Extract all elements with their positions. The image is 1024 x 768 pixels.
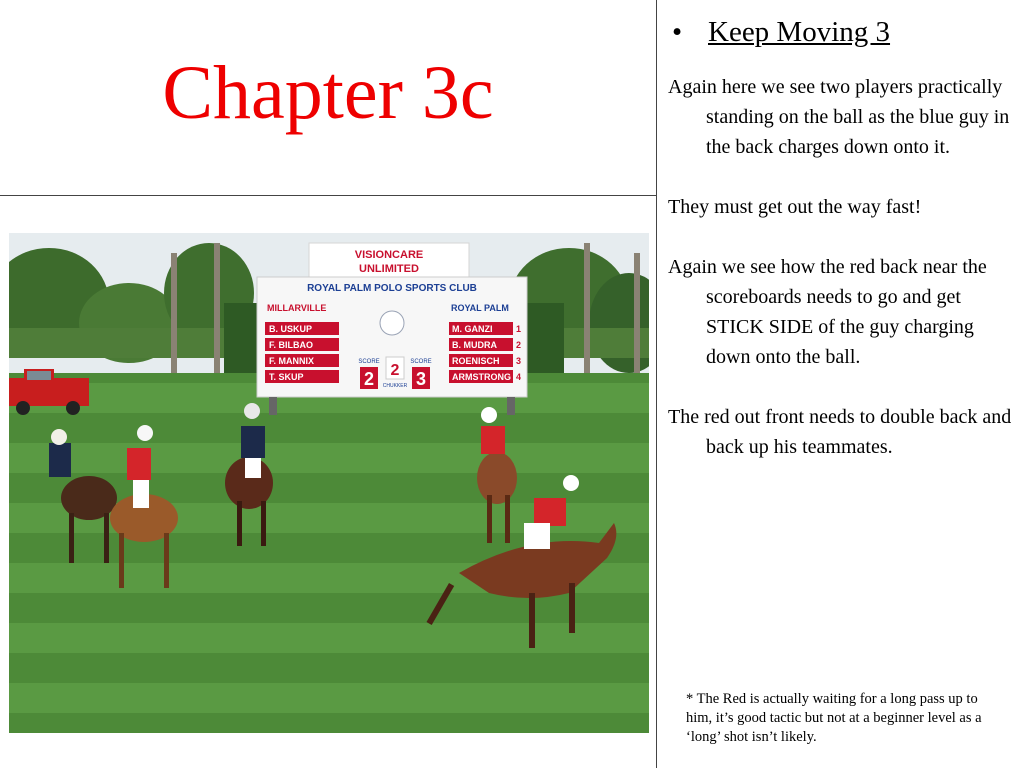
column-divider (656, 0, 657, 768)
roster-number-4: 4 (516, 372, 522, 382)
paragraph-1: Again here we see two players practically standing on the ball as the blue guy in the back charges down onto it. (668, 76, 1010, 158)
right-player-3: ROENISCH (452, 356, 500, 366)
left-player-3: F. MANNIX (269, 356, 314, 366)
sponsor-line1: VISIONCARE (354, 249, 424, 261)
roster-number-2: 2 (516, 340, 522, 350)
bullet-dot-icon: • (672, 16, 683, 48)
roster-number-1: 1 (516, 324, 522, 334)
slide-title: Chapter 3c (162, 51, 494, 135)
paragraph-3: Again we see how the red back near the scoreboards needs to go and get STICK SIDE of the guy charging down onto the ball. (668, 256, 987, 368)
club-name: ROYAL PALM POLO SPORTS CLUB (307, 283, 477, 294)
paragraph-4: The red out front needs to double back and back up his teammates. (668, 406, 1012, 458)
left-player-4: T. SKUP (269, 372, 304, 382)
sponsor-line2: UNLIMITED (359, 263, 419, 275)
roster-number-3: 3 (516, 356, 522, 366)
team-left: MILLARVILLE (267, 303, 327, 313)
bullet-item (672, 12, 1016, 52)
chukker-number: 2 (390, 362, 400, 379)
notes-panel (668, 12, 1016, 462)
left-player-2: F. BILBAO (269, 340, 313, 350)
right-player-2: B. MUDRA (452, 340, 497, 350)
club-logo (380, 311, 404, 335)
paragraph-2: They must get out the way fast! (668, 196, 922, 218)
right-player-1: M. GANZI (452, 324, 493, 334)
chukker-label: CHUKKER (382, 383, 408, 389)
bullet-heading: Keep Moving 3 (708, 16, 891, 48)
score-label-left: SCORE (358, 359, 380, 365)
score-right: 3 (415, 369, 427, 389)
team-right: ROYAL PALM (451, 303, 509, 313)
right-player-4: ARMSTRONG (452, 372, 511, 382)
footnote: * The Red is actually waiting for a long pass up to him, it’s good tactic but not at a beginner level as a ‘long’ shot isn’t likely. (686, 691, 982, 745)
score-left: 2 (363, 369, 375, 389)
left-player-1: B. USKUP (269, 324, 313, 334)
score-label-right: SCORE (410, 359, 432, 365)
polo-photo (9, 233, 649, 733)
title-divider (0, 195, 656, 196)
